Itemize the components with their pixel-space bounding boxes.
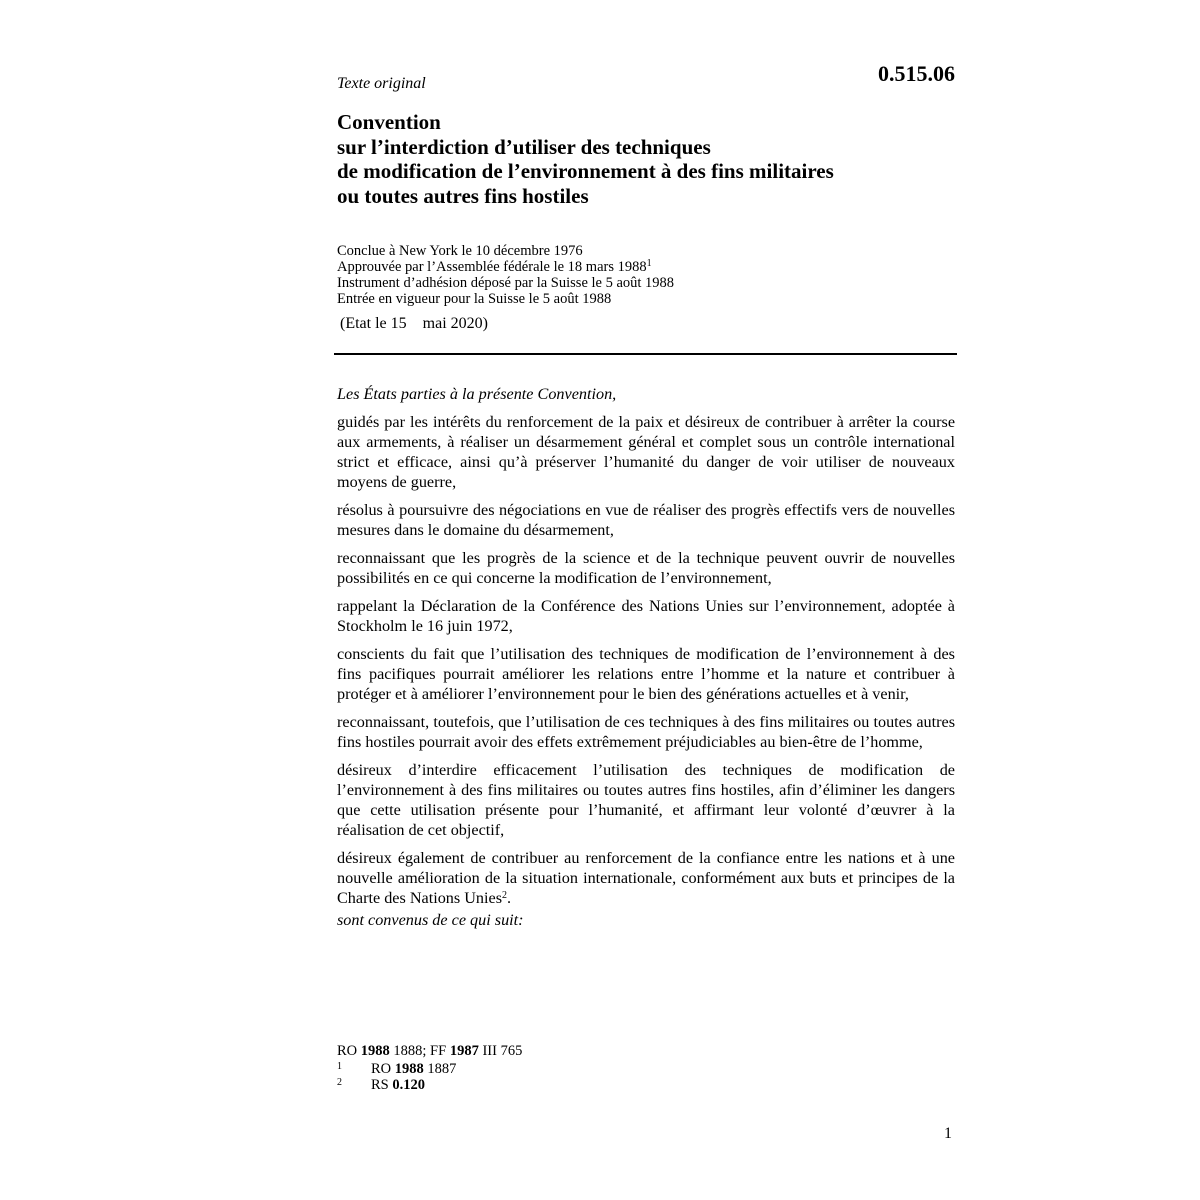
preamble-paragraph: guidés par les intérêts du renforcement de la paix et désireux de contribuer à arrêter la course aux armements, à réaliser un désarmement général et complet sous un contrôle international strict et efficace, ainsi qu’à préserver l’humanité du danger de voir utiliser de nouveaux moyens de guerre, xyxy=(337,413,955,491)
page-number: 1 xyxy=(944,1125,952,1142)
preamble-lead: Les États parties à la présente Convention, xyxy=(337,385,617,403)
footnote-ref[interactable]: 1 xyxy=(646,258,652,269)
footnote-suffix: 1887 xyxy=(423,1061,457,1077)
instrument-date: Instrument d’adhésion déposé par la Suisse le 5 août 1988 xyxy=(337,275,675,291)
ro-page: 1888; FF xyxy=(389,1043,450,1059)
preamble-paragraph xyxy=(337,848,955,908)
document-metadata xyxy=(337,243,674,307)
ro-year: 1988 xyxy=(360,1043,390,1059)
title-line: sur l’interdiction d’utiliser des techniques xyxy=(337,134,711,159)
status-date: (Etat le 15 mai 2020) xyxy=(340,315,488,332)
title-line: de modification de l’environnement à des fins militaires xyxy=(337,159,834,183)
source-reference xyxy=(337,1043,522,1060)
title-line: ou toutes autres fins hostiles xyxy=(337,183,589,208)
title-line: Convention xyxy=(337,110,441,134)
footnote-ref[interactable]: 2 xyxy=(502,890,507,901)
document-title xyxy=(337,110,834,208)
approval-text: Approuvée par l’Assemblée fédérale le 18 mars 1988 xyxy=(337,259,647,275)
sentence-end: . xyxy=(507,889,512,907)
footnote-text xyxy=(371,1061,456,1077)
preamble-paragraph-text: désireux également de contribuer au renforcement de la confiance entre les nations et à une nouvelle amélioration de la situation internationale, conformément aux buts et principes de la Charte des Nations Unies xyxy=(337,849,955,907)
original-text-label: Texte original xyxy=(337,75,426,92)
preamble-paragraph: reconnaissant que les progrès de la science et de la technique peuvent ouvrir de nouvelles possibilités en ce qui concerne la modification de l’environnement, xyxy=(337,549,955,587)
concluded-date: Conclue à New York le 10 décembre 1976 xyxy=(337,243,583,259)
footnote-bold: 0.120 xyxy=(392,1077,425,1093)
ff-ref: III 765 xyxy=(478,1043,523,1059)
preamble-paragraph: reconnaissant, toutefois, que l’utilisation de ces techniques à des fins militaires ou toutes autres fins hostiles pourrait avoir des effets extrêmement préjudiciables au bien-être de l’homme, xyxy=(337,713,955,751)
approval-date xyxy=(337,259,674,275)
preamble-paragraph: désireux d’interdire efficacement l’utilisation des techniques de modification de l’environnement à des fins militaires ou toutes autres fins hostiles, afin d’éliminer les dangers que cette utilisation présente pour l’humanité, et affirmant leur volonté d’œuvrer à la réalisation de cet objectif, xyxy=(337,761,955,839)
ff-year: 1987 xyxy=(449,1043,479,1059)
footnote-item xyxy=(337,1077,522,1093)
preamble xyxy=(337,384,955,938)
footnote-bold: 1988 xyxy=(394,1061,424,1077)
footnote-number: 2 xyxy=(337,1077,342,1088)
preamble-closing: sont convenus de ce qui suit: xyxy=(337,911,524,929)
footnote-number: 1 xyxy=(337,1061,342,1072)
preamble-paragraph: rappelant la Déclaration de la Conférence des Nations Unies sur l’environnement, adoptée à Stockholm le 16 juin 1972, xyxy=(337,597,955,635)
sr-number: 0.515.06 xyxy=(878,61,955,86)
document-page xyxy=(337,0,957,1200)
footnote-item xyxy=(337,1061,522,1077)
footnote-prefix: RS xyxy=(371,1077,393,1093)
header-divider xyxy=(334,353,957,355)
preamble-paragraph: résolus à poursuivre des négociations en vue de réaliser des progrès effectifs vers de nouvelles mesures dans le domaine du désarmement, xyxy=(337,501,955,539)
ro-prefix: RO xyxy=(337,1043,361,1059)
entry-into-force-date: Entrée en vigueur pour la Suisse le 5 août 1988 xyxy=(337,291,612,307)
footnote-text xyxy=(371,1077,425,1093)
footnotes xyxy=(337,1043,522,1093)
preamble-paragraph: conscients du fait que l’utilisation des techniques de modification de l’environnement à des fins pacifiques pourrait améliorer les relations entre l’homme et la nature et contribuer à protéger et à améliorer l’environnement pour le bien des générations actuelles et à venir, xyxy=(337,645,955,703)
footnote-prefix: RO xyxy=(371,1061,395,1077)
